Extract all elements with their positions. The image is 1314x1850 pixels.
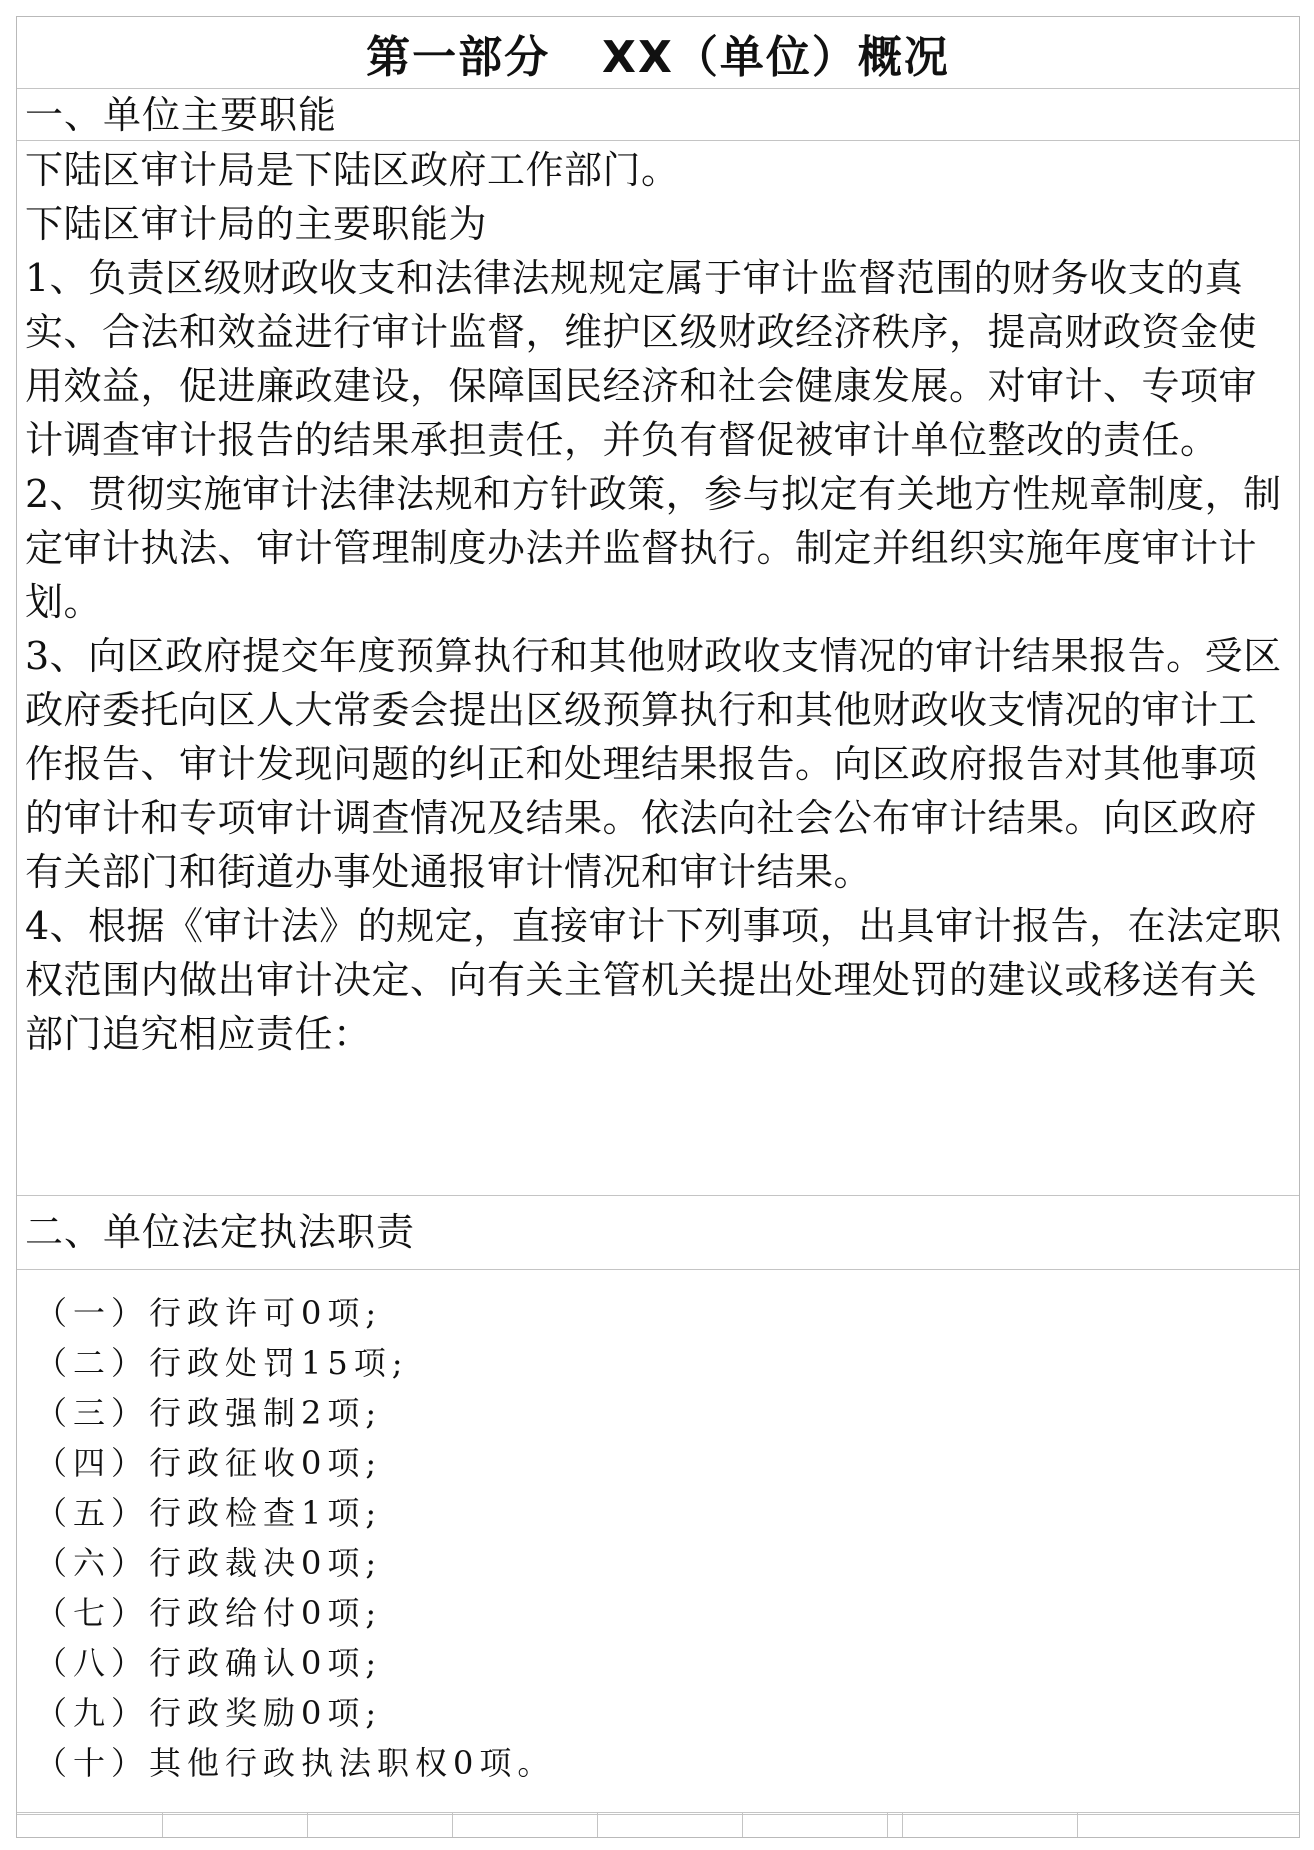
grid-line <box>162 1813 163 1837</box>
grid-line <box>597 1813 598 1837</box>
section2-heading-row <box>17 1196 1299 1270</box>
grid-line <box>1077 1813 1078 1837</box>
list-item: （四）行政征收0项; <box>35 1444 383 1482</box>
spreadsheet-page <box>16 16 1300 1838</box>
enforcement-duties-list <box>35 1288 555 1788</box>
section1-body-cell <box>17 141 1299 1196</box>
section2-heading: 二、单位法定执法职责 <box>25 1210 416 1254</box>
list-item: （六）行政裁决0项; <box>35 1544 383 1582</box>
paragraph: 2、贯彻实施审计法律法规和方针政策，参与拟定有关地方性规章制度，制定审计执法、审计管理制度办法并监督执行。制定并组织实施年度审计计划。 <box>25 472 1282 624</box>
paragraph: 下陆区审计局的主要职能为 <box>25 202 488 246</box>
paragraph: 3、向区政府提交年度预算执行和其他财政收支情况的审计结果报告。受区政府委托向区人大常委会提出区级预算执行和其他财政收支情况的审计工作报告、审计发现问题的纠正和处理结果报告。向区政府报告对其他事项的审计和专项审计调查情况及结果。依法向社会公布审计结果。向区政府有关部门和街道办事处通报审计情况和审计结果。 <box>25 634 1282 894</box>
list-item: （三）行政强制2项; <box>35 1394 383 1432</box>
footer-grid-row <box>17 1812 1299 1837</box>
section1-heading: 一、单位主要职能 <box>25 93 338 137</box>
list-item: （十）其他行政执法职权0项。 <box>35 1744 556 1782</box>
title-row <box>17 17 1299 89</box>
list-item: （二）行政处罚15项; <box>35 1344 409 1382</box>
paragraph: 下陆区审计局是下陆区政府工作部门。 <box>25 148 680 192</box>
grid-line <box>742 1813 743 1837</box>
page-title: 第一部分 XX（单位）概况 <box>366 31 950 83</box>
section1-body <box>25 143 1295 1061</box>
section2-list-cell <box>17 1270 1299 1815</box>
list-item: （八）行政确认0项; <box>35 1644 383 1682</box>
grid-line <box>452 1813 453 1837</box>
list-item: （五）行政检查1项; <box>35 1494 383 1532</box>
list-item: （七）行政给付0项; <box>35 1594 383 1632</box>
grid-line <box>902 1813 903 1837</box>
grid-line <box>887 1813 888 1837</box>
paragraph: 1、负责区级财政收支和法律法规规定属于审计监督范围的财务收支的真实、合法和效益进行审计监督，维护区级财政经济秩序，提高财政资金使用效益，促进廉政建设，保障国民经济和社会健康发展。对审计、专项审计调查审计报告的结果承担责任，并负有督促被审计单位整改的责任。 <box>25 256 1258 462</box>
section1-heading-row <box>17 89 1299 141</box>
paragraph: 4、根据《审计法》的规定，直接审计下列事项，出具审计报告，在法定职权范围内做出审计决定、向有关主管机关提出处理处罚的建议或移送有关部门追究相应责任： <box>25 904 1282 1056</box>
list-item: （九）行政奖励0项; <box>35 1694 383 1732</box>
list-item: （一）行政许可0项; <box>35 1294 383 1332</box>
grid-line <box>307 1813 308 1837</box>
